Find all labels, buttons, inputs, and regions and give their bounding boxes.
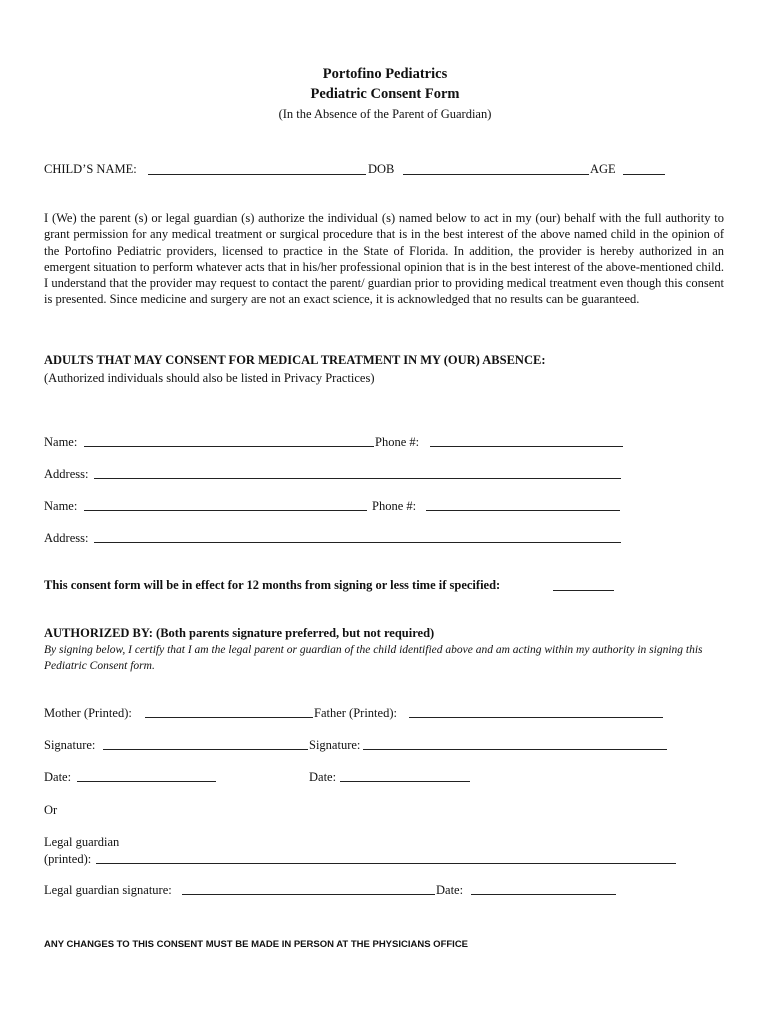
father-signature-label: Signature: — [309, 738, 361, 752]
consent-paragraph: I (We) the parent (s) or legal guardian (s) authorize the individual (s) named below to act in my (our) behalf with the full authority to grant permission for any medical treatment or surgical procedure that is in the best interest of the above named child in the opinion of the Portofino Pediatric providers, licensed to practice in the State of Florida. In addition, the provider is hereby authorized in an emergent situation to perform whatever acts that in his/her professional opinion that is in the best interest of the above-mentioned child. I understand that the provider may request to contact the parent/ guardian prior to providing medical treatment even though this consent is presented. Since medicine and surgery are not an exact science, it is acknowledged that no results can be guaranteed. — [44, 211, 724, 307]
child-name-field[interactable] — [148, 174, 366, 175]
mother-date-field[interactable] — [77, 781, 216, 782]
adult1-phone-label: Phone #: — [375, 435, 420, 449]
legal-guardian-printed-label: (printed): — [44, 852, 92, 866]
legal-guardian-date-field[interactable] — [471, 894, 616, 895]
adult2-name-field[interactable] — [84, 510, 367, 511]
adult1-name-label: Name: — [44, 435, 78, 449]
dob-label: DOB — [368, 162, 395, 176]
adult2-phone-label: Phone #: — [372, 499, 417, 513]
adults-note: (Authorized individuals should also be listed in Privacy Practices) — [44, 371, 375, 385]
legal-guardian-label: Legal guardian — [44, 835, 120, 849]
practice-name: Portofino Pediatrics — [322, 66, 448, 82]
father-printed-field[interactable] — [409, 717, 663, 718]
adult1-address-field[interactable] — [94, 478, 621, 479]
mother-date-label: Date: — [44, 770, 72, 784]
father-signature-field[interactable] — [363, 749, 667, 750]
adult2-phone-field[interactable] — [426, 510, 620, 511]
mother-signature-label: Signature: — [44, 738, 96, 752]
legal-guardian-signature-field[interactable] — [182, 894, 435, 895]
mother-printed-label: Mother (Printed): — [44, 706, 132, 720]
form-subtitle: (In the Absence of the Parent of Guardian) — [278, 107, 492, 121]
mother-signature-field[interactable] — [103, 749, 308, 750]
mother-printed-field[interactable] — [145, 717, 313, 718]
adult2-address-label: Address: — [44, 531, 89, 545]
legal-guardian-date-label: Date: — [436, 883, 464, 897]
adult2-name-label: Name: — [44, 499, 78, 513]
father-date-label: Date: — [309, 770, 337, 784]
adult1-address-label: Address: — [44, 467, 89, 481]
adult1-name-field[interactable] — [84, 446, 374, 447]
legal-guardian-signature-label: Legal guardian signature: — [44, 883, 172, 897]
age-label: AGE — [590, 162, 616, 176]
father-date-field[interactable] — [340, 781, 470, 782]
adult2-address-field[interactable] — [94, 542, 621, 543]
adult1-phone-field[interactable] — [430, 446, 623, 447]
child-name-label: CHILD’S NAME: — [44, 162, 137, 176]
effect-statement: This consent form will be in effect for 12 months from signing or less time if specified: — [44, 578, 501, 592]
authorized-heading: AUTHORIZED BY: (Both parents signature preferred, but not required) — [44, 626, 435, 640]
legal-guardian-printed-field[interactable] — [96, 863, 676, 864]
effect-period-field[interactable] — [553, 590, 614, 591]
certify-statement: By signing below, I certify that I am the legal parent or guardian of the child identified above and am acting within my authority in signing this Pediatric Consent form. — [44, 644, 703, 672]
dob-field[interactable] — [403, 174, 589, 175]
footer-note: ANY CHANGES TO THIS CONSENT MUST BE MADE IN PERSON AT THE PHYSICIANS OFFICE — [44, 939, 469, 950]
age-field[interactable] — [623, 174, 665, 175]
adults-heading: ADULTS THAT MAY CONSENT FOR MEDICAL TREATMENT IN MY (OUR) ABSENCE: — [44, 353, 546, 367]
or-label: Or — [44, 803, 58, 817]
father-printed-label: Father (Printed): — [314, 706, 397, 720]
form-title: Pediatric Consent Form — [310, 86, 460, 102]
